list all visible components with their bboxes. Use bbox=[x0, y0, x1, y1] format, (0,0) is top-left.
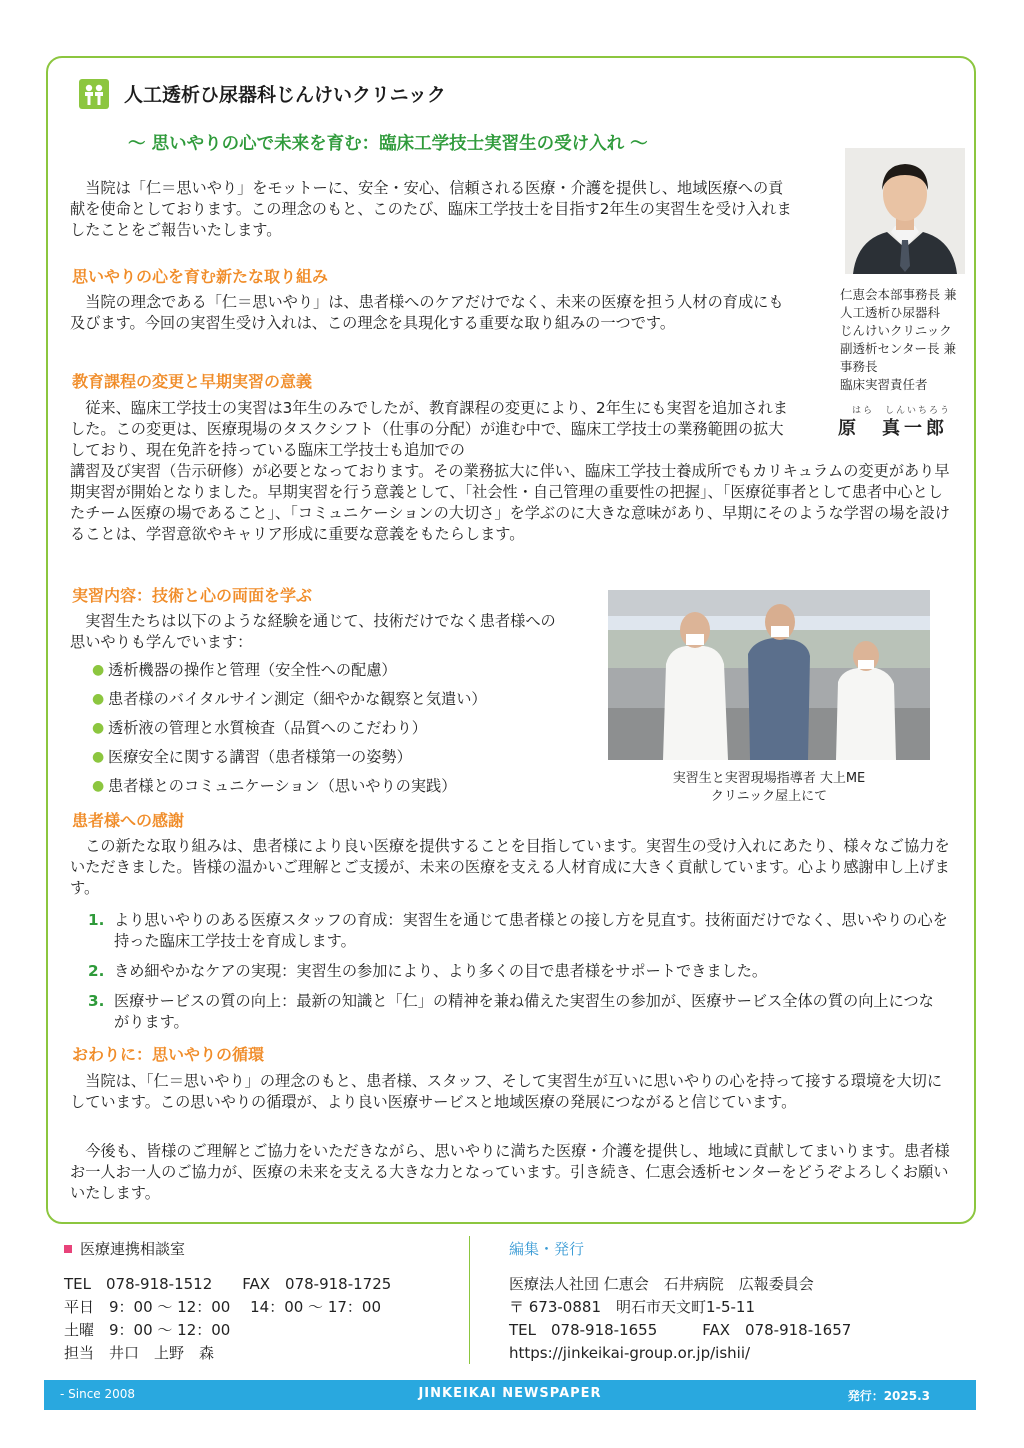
section-body: 従来、臨床工学技士の実習は3年生のみでしたが、教育課程の変更により、2年生にも実習を追加されました。この変更は、医療現場のタスクシフト（仕事の分配）が進む中で、臨床工学技士の業務範囲の拡大しており、現在免許を持っている臨床工学技士も追加での bbox=[70, 399, 788, 459]
list-item: ● 医療安全に関する講習（患者様第一の姿勢） bbox=[92, 745, 487, 774]
caption-line: 実習生と実習現場指導者 大上ME bbox=[672, 771, 866, 786]
profile-title-line: 副透析センター長 兼 bbox=[840, 341, 956, 356]
section-heading: 患者様への感謝 bbox=[72, 811, 185, 830]
profile-title-line: 臨床実習責任者 bbox=[840, 377, 928, 392]
profile-title-line: 仁恵会本部事務長 兼 bbox=[840, 287, 957, 302]
contact-staff: 担当 井口 上野 森 bbox=[64, 1344, 215, 1362]
portrait-photo bbox=[845, 148, 965, 274]
section-heading: 実習内容：技術と心の両面を学ぶ bbox=[72, 586, 313, 605]
section-heading: 教育課程の変更と早期実習の意義 bbox=[72, 372, 313, 391]
bullet-dot-icon: ● bbox=[92, 778, 105, 794]
profile-title-line: じんけいクリニック bbox=[840, 323, 952, 338]
name-furigana: はら しんいちろう bbox=[852, 406, 952, 416]
bullet-dot-icon: ● bbox=[92, 749, 105, 765]
bullet-dot-icon: ● bbox=[92, 720, 105, 736]
section-body: 当院の理念である「仁＝思いやり」は、患者様へのケアだけでなく、未来の医療を担う人材の育成にも及びます。今回の実習生受け入れは、この理念を具現化する重要な取り組みの一つです。 bbox=[70, 293, 784, 332]
intro-paragraph: 当院は「仁＝思いやり」をモットーに、安全・安心、信頼される医療・介護を提供し、地域医療への貢献を使命としております。この理念のもと、このたび、臨床工学技士を目指す2年生の実習生を受け入れましたことをご報告いたします。 bbox=[70, 179, 792, 239]
group-photo bbox=[608, 590, 930, 760]
profile-title-line: 人工透析ひ尿器科 bbox=[840, 305, 941, 320]
divider bbox=[469, 1236, 470, 1364]
contact-phone-fax: TEL 078-918-1512 FAX 078-918-1725 bbox=[64, 1275, 392, 1293]
photo-caption bbox=[608, 770, 930, 806]
footer-date: 発行：2025.3 bbox=[847, 1389, 930, 1403]
contact-block bbox=[64, 1238, 464, 1365]
contact-weekday-hours: 平日 9：00 ～ 12：00 14：00 ～ 17：00 bbox=[64, 1298, 381, 1316]
bullet-dot-icon: ● bbox=[92, 662, 105, 678]
section-body: 当院は、「仁＝思いやり」の理念のもと、患者様、スタッフ、そして実習生が互いに思いやりの心を持って接する環境を大切にしています。この思いやりの循環が、より良い医療サービスと地域医療の発展につながると信じています。 bbox=[70, 1072, 943, 1111]
caption-line: クリニック屋上にて bbox=[710, 789, 828, 804]
bullet-dot-icon: ● bbox=[92, 691, 105, 707]
bullet-list bbox=[92, 658, 487, 803]
list-item: ● 透析液の管理と水質検査（品質へのこだわり） bbox=[92, 716, 487, 745]
footer-since: - Since 2008 bbox=[60, 1387, 136, 1401]
section-body: 今後も、皆様のご理解とご協力をいただきながら、思いやりに満ちた医療・介護を提供し、地域に貢献してまいります。患者様お一人お一人のご協力が、医療の未来を支える大きな力となっています。引き続き、仁恵会透析センターをどうぞよろしくお願いいたします。 bbox=[70, 1142, 950, 1202]
numbered-list bbox=[88, 910, 948, 1042]
publisher-name: 医療法人社団 仁恵会 石井病院 広報委員会 bbox=[509, 1275, 814, 1293]
publisher-phone-fax: TEL 078-918-1655 FAX 078-918-1657 bbox=[509, 1321, 852, 1339]
profile-title-line: 事務長 bbox=[840, 359, 878, 374]
publisher-title: 編集・発行 bbox=[509, 1240, 585, 1258]
list-item: 1. より思いやりのある医療スタッフの育成：実習生を通じて患者様との接し方を見直す。技術面だけでなく、思いやりの心を持った臨床工学技士を育成します。 bbox=[88, 911, 948, 950]
list-item: 2. きめ細やかなケアの実現：実習生の参加により、より多くの目で患者様をサポートできました。 bbox=[88, 962, 768, 980]
section-heading: おわりに：思いやりの循環 bbox=[72, 1045, 265, 1064]
section-body: 講習及び実習（告示研修）が必要となっております。その業務拡大に伴い、臨床工学技士養成所でもカリキュラムの変更があり早期実習が開始となりました。早期実習を行う意義として、「社会性・自己管理の重要性の把握」、「医療従事者として患者中心としたチーム医療の場であること」、「コミュニケーションの大切さ」を学ぶのに大きな意味があり、早期にそのような学習の場を設けることは、学習意欲やキャリア形成に重要な意義をもたらします。 bbox=[70, 462, 950, 543]
list-item: 3. 医療サービスの質の向上：最新の知識と「仁」の精神を兼ね備えた実習生の参加が、医療サービス全体の質の向上につながります。 bbox=[88, 992, 934, 1031]
section-heading: 思いやりの心を育む新たな取り組み bbox=[72, 267, 329, 286]
publisher-address: 〒 673-0881 明石市天文町1-5-11 bbox=[509, 1298, 755, 1316]
profile-titles bbox=[840, 286, 980, 394]
section-body: この新たな取り組みは、患者様により良い医療を提供することを目指しています。実習生の受け入れにあたり、様々なご協力をいただきました。皆様の温かいご理解とご支援が、未来の医療を支える人材育成に大きく貢献しています。心より感謝申し上げます。 bbox=[70, 837, 950, 897]
list-item: ● 透析機器の操作と管理（安全性への配慮） bbox=[92, 658, 487, 687]
clinic-name: 人工透析ひ尿器科じんけいクリニック bbox=[124, 84, 446, 106]
person-name: 原 真一郎 bbox=[838, 418, 948, 439]
contact-saturday-hours: 土曜 9：00 ～ 12：00 bbox=[64, 1321, 231, 1339]
publisher-block bbox=[509, 1238, 969, 1365]
article-subtitle: ～ 思いやりの心で未来を育む：臨床工学技士実習生の受け入れ ～ bbox=[128, 134, 648, 154]
footer-bar bbox=[44, 1380, 976, 1410]
contact-title: 医療連携相談室 bbox=[80, 1240, 186, 1258]
footer-title: JINKEIKAI NEWSPAPER bbox=[418, 1386, 602, 1401]
section-body: 実習生たちは以下のような経験を通じて、技術だけでなく患者様への思いやりも学んでいます： bbox=[70, 612, 556, 651]
publisher-url-link[interactable]: https://jinkeikai-group.or.jp/ishii/ bbox=[509, 1344, 751, 1362]
square-bullet-icon bbox=[64, 1245, 72, 1253]
list-item: ● 患者様のバイタルサイン測定（細やかな観察と気遣い） bbox=[92, 687, 487, 716]
list-item: ● 患者様とのコミュニケーション（思いやりの実践） bbox=[92, 774, 487, 803]
clinic-logo-icon bbox=[79, 79, 109, 109]
